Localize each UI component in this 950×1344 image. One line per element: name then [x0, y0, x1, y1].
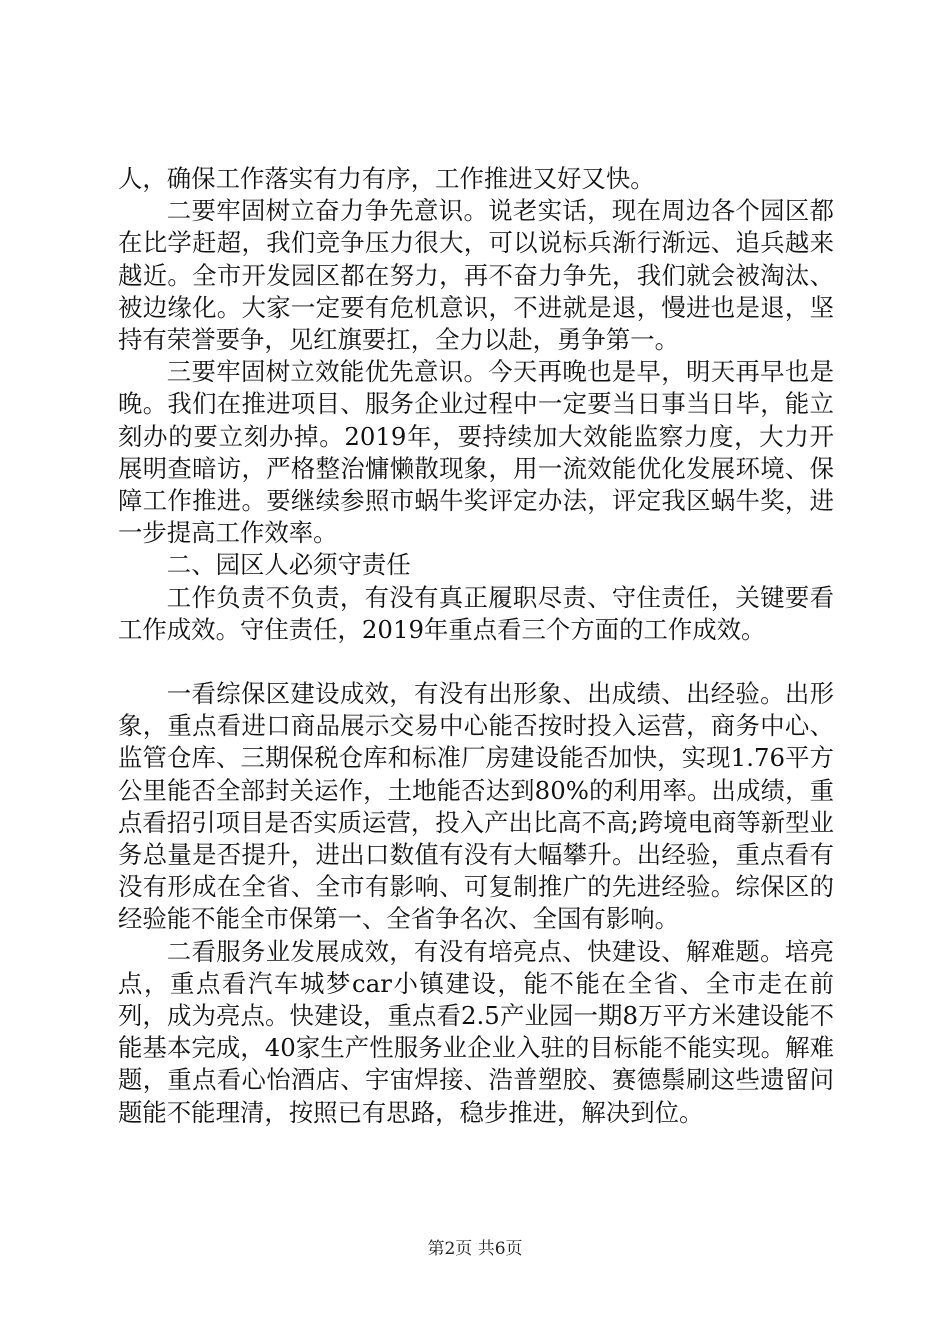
paragraph-point-two: 二要牢固树立奋力争先意识。说老实话，现在周边各个园区都在比学赶超，我们竞争压力很大，可以说标兵渐行渐远、追兵越来越近。全市开发园区都在努力，再不奋力争先，我们就会被淘汰、被边缘化。大家一定要有危机意识，不进就是退，慢进也是退，坚持有荣誉要争，见红旗要扛，全力以赴，勇争第一。 [118, 196, 834, 355]
paragraph-service-industry: 二看服务业发展成效，有没有培亮点、快建设、解难题。培亮点，重点看汽车城梦car小镇建设，能不能在全省、全市走在前列，成为亮点。快建设，重点看2.5产业园一期8万平方米建设能不能基本完成，40家生产性服务业企业入驻的目标能不能实现。解难题，重点看心怡酒店、宇宙焊接、浩普塑胶、赛德鬃刷这些遗留问题能不能理清，按照已有思路，稳步推进，解决到位。 [118, 936, 834, 1127]
paragraph-point-three: 三要牢固树立效能优先意识。今天再晚也是早，明天再早也是晚。我们在推进项目、服务企业过程中一定要当日事当日毕，能立刻办的要立刻办掉。2019年，要持续加大效能监察力度，大力开展明查暗访，严格整治慵懒散现象，用一流效能优化发展环境、保障工作推进。要继续参照市蜗牛奖评定办法，评定我区蜗牛奖，进一步提高工作效率。 [118, 357, 834, 548]
paragraph-free-trade-zone: 一看综保区建设成效，有没有出形象、出成绩、出经验。出形象，重点看进口商品展示交易中心能否按时投入运营，商务中心、监管仓库、三期保税仓库和标准厂房建设能否加快，实现1.76平方公里能否全部封关运作，土地能否达到80%的利用率。出成绩，重点看招引项目是否实质运营，投入产出比高不高;跨境电商等新型业务总量是否提升，进出口数值有没有大幅攀升。出经验，重点看有没有形成在全省、全市有影响、可复制推广的先进经验。综保区的经验能不能全市保第一、全省争名次、全国有影响。 [118, 679, 834, 934]
paragraph-continuation: 人，确保工作落实有力有序，工作推进又好又快。 [118, 164, 655, 193]
document-body [118, 163, 834, 1129]
paragraph-section-intro: 工作负责不负责，有没有真正履职尽责、守住责任，关键要看工作成效。守住责任，2019年重点看三个方面的工作成效。 [118, 582, 834, 644]
paragraph-gap [118, 646, 834, 678]
section-heading: 二、园区人必须守责任 [166, 550, 411, 580]
page-footer: 第2页 共6页 [427, 1239, 523, 1259]
